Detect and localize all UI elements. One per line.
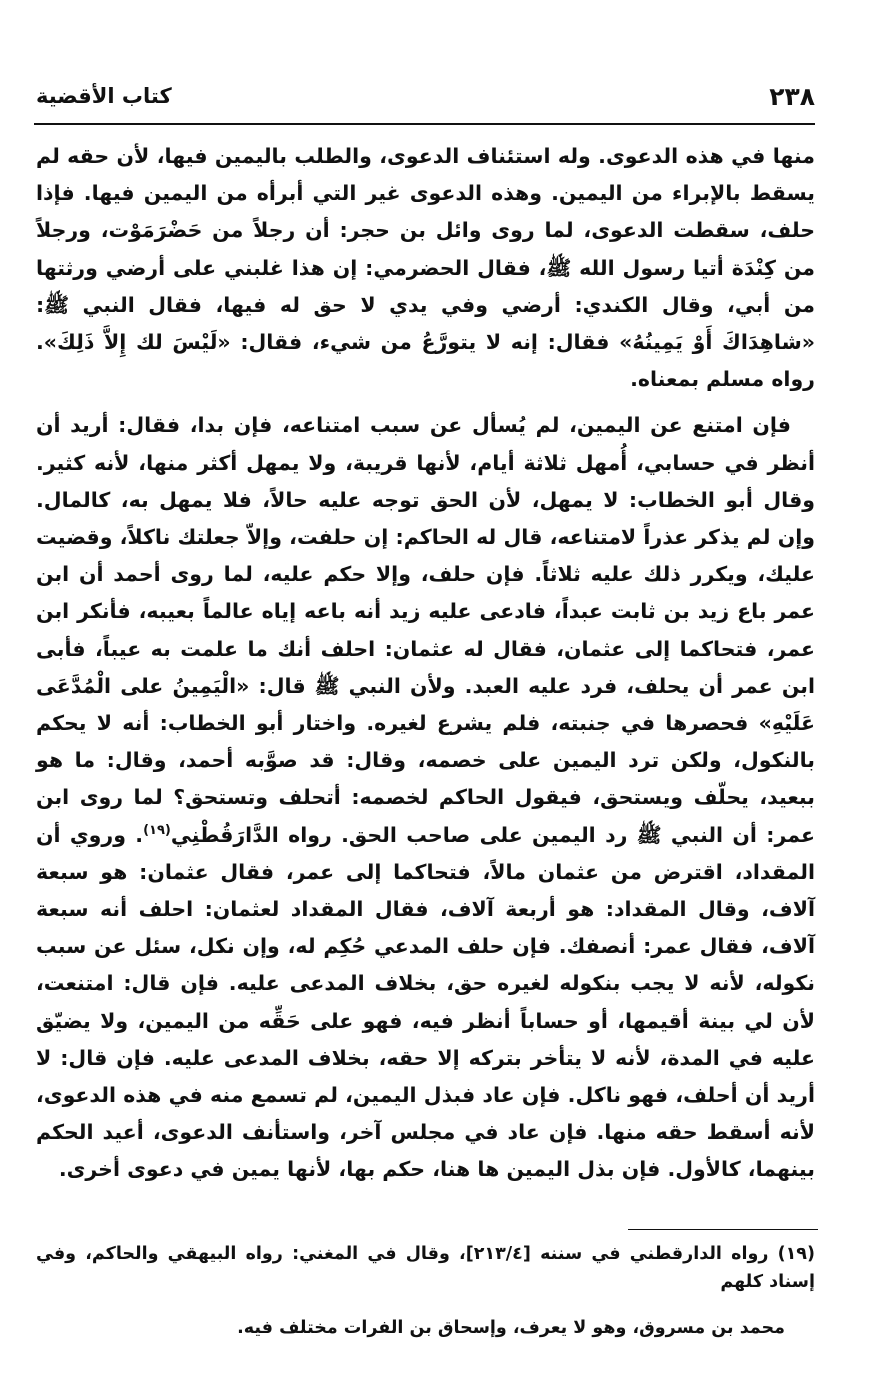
paragraph-2-tail: . وروي أن المقداد، اقترض من عثمان مالاً، فتحاكما إلى عمر، فقال عثمان: هو سبعة آلاف، وقال المقداد: هو أربعة آلاف، فقال المقداد لعثمان: احلف أنه سبعة آلاف، فقال عمر: أنصفك. فإن حلف المدعي حُكِم له، وإن نكل، سئل عن سبب نكوله، لأنه لا يجب بنكوله لغيره حق، بخلاف المدعى عليه. فإن قال: امتنعت، لأن لي بينة أقيمها، أو حساباً أنظر فيه، فهو على حَقِّه من اليمين، ولا يضيّق عليه في المدة، لأنه لا يتأخر بتركه إلا حقه، بخلاف المدعى عليه. فإن قال: لا أريد أن أحلف، فهو ناكل. فإن عاد فبذل اليمين، لم تسمع منه في هذه الدعوى، لأنه أسقط حقه منها. فإن عاد في مجلس آخر، واستأنف الدعوى، أعيد الحكم بينهما، كالأول. فإن بذل اليمين ها هنا، حكم بها، لأنها يمين في دعوى أخرى. xyxy=(36,822,815,1182)
footnote-19-line-2: محمد بن مسروق، وهو لا يعرف، وإسحاق بن الفرات مختلف فيه. xyxy=(237,1318,785,1338)
footnote-19-line-1: (١٩) رواه الدارقطني في سننه [٢١٣/٤]، وقال في المغني: رواه البيهقي والحاكم، وفي إسناد كلهم xyxy=(36,1244,815,1292)
main-text xyxy=(36,138,815,1189)
paragraph-2-text: فإن امتنع عن اليمين، لم يُسأل عن سبب امتناعه، فإن بدا، فقال: أريد أن أنظر في حسابي، أُمهل ثلاثة أيام، لأنها قريبة، ولا يمهل أكثر منها، لأنه كثير. وقال أبو الخطاب: لا يمهل، لأن الحق توجه عليه حالاً، فلا يمهل به، كالمال. وإن لم يذكر عذراً لامتناعه، قال له الحاكم: إن حلفت، وإلاّ جعلتك ناكلاً، وقضيت عليك، ويكرر ذلك عليه ثلاثاً. فإن حلف، وإلا حكم عليه، لما روى أحمد أن ابن عمر باع زيد بن ثابت عبداً، فادعى عليه زيد أنه باعه إياه عالماً بعيبه، فأنكر ابن عمر، فتحاكما إلى عثمان، فقال له عثمان: احلف أنك ما علمت به عيباً، فأبى ابن عمر أن يحلف، فرد عليه العبد. ولأن النبي ﷺ قال: «الْيَمِينُ على الْمُدَّعَى عَلَيْهِ» فحصرها في جنبته، فلم يشرع لغيره. واختار أبو الخطاب: أنه لا يحكم بالنكول، ولكن ترد اليمين على خصمه، وقال: قد صوَّبه أحمد، وقال: ما هو ببعيد، يحلّف ويستحق، فيقول الحاكم لخصمه: أتحلف وتستحق؟ لما روى ابن عمر: أن النبي ﷺ رد اليمين على صاحب الحق. رواه الدَّارَقُطْنِي xyxy=(36,413,815,847)
page-number: ٢٣٨ xyxy=(769,82,815,111)
footnotes xyxy=(36,1240,815,1342)
running-header-title: كتاب الأقضية xyxy=(36,84,172,108)
footnote-reference: (١٩) xyxy=(143,822,171,838)
paragraph-1: منها في هذه الدعوى. وله استئناف الدعوى، والطلب باليمين فيها، لأن حقه لم يسقط بالإبراء من اليمين. وهذه الدعوى غير التي أبرأه من اليمين فيها. فإذا حلف، سقطت الدعوى، لما روى وائل بن حجر: أن رجلاً من حَضْرَمَوْت، ورجلاً من كِنْدَة أتيا رسول الله ﷺ، فقال الحضرمي: إن هذا غلبني على أرضي ورثتها من أبي، وقال الكندي: أرضي وفي يدي لا حق له فيها، فقال النبي ﷺ: «شاهِدَاكَ أَوْ يَمِينُهُ» فقال: إنه لا يتورَّعُ من شيء، فقال: «لَيْسَ لك إِلاَّ ذَلِكَ». رواه مسلم بمعناه. xyxy=(36,144,815,392)
header-rule xyxy=(34,123,815,125)
footnote-separator xyxy=(628,1229,818,1230)
paragraph-2 xyxy=(36,407,815,1188)
